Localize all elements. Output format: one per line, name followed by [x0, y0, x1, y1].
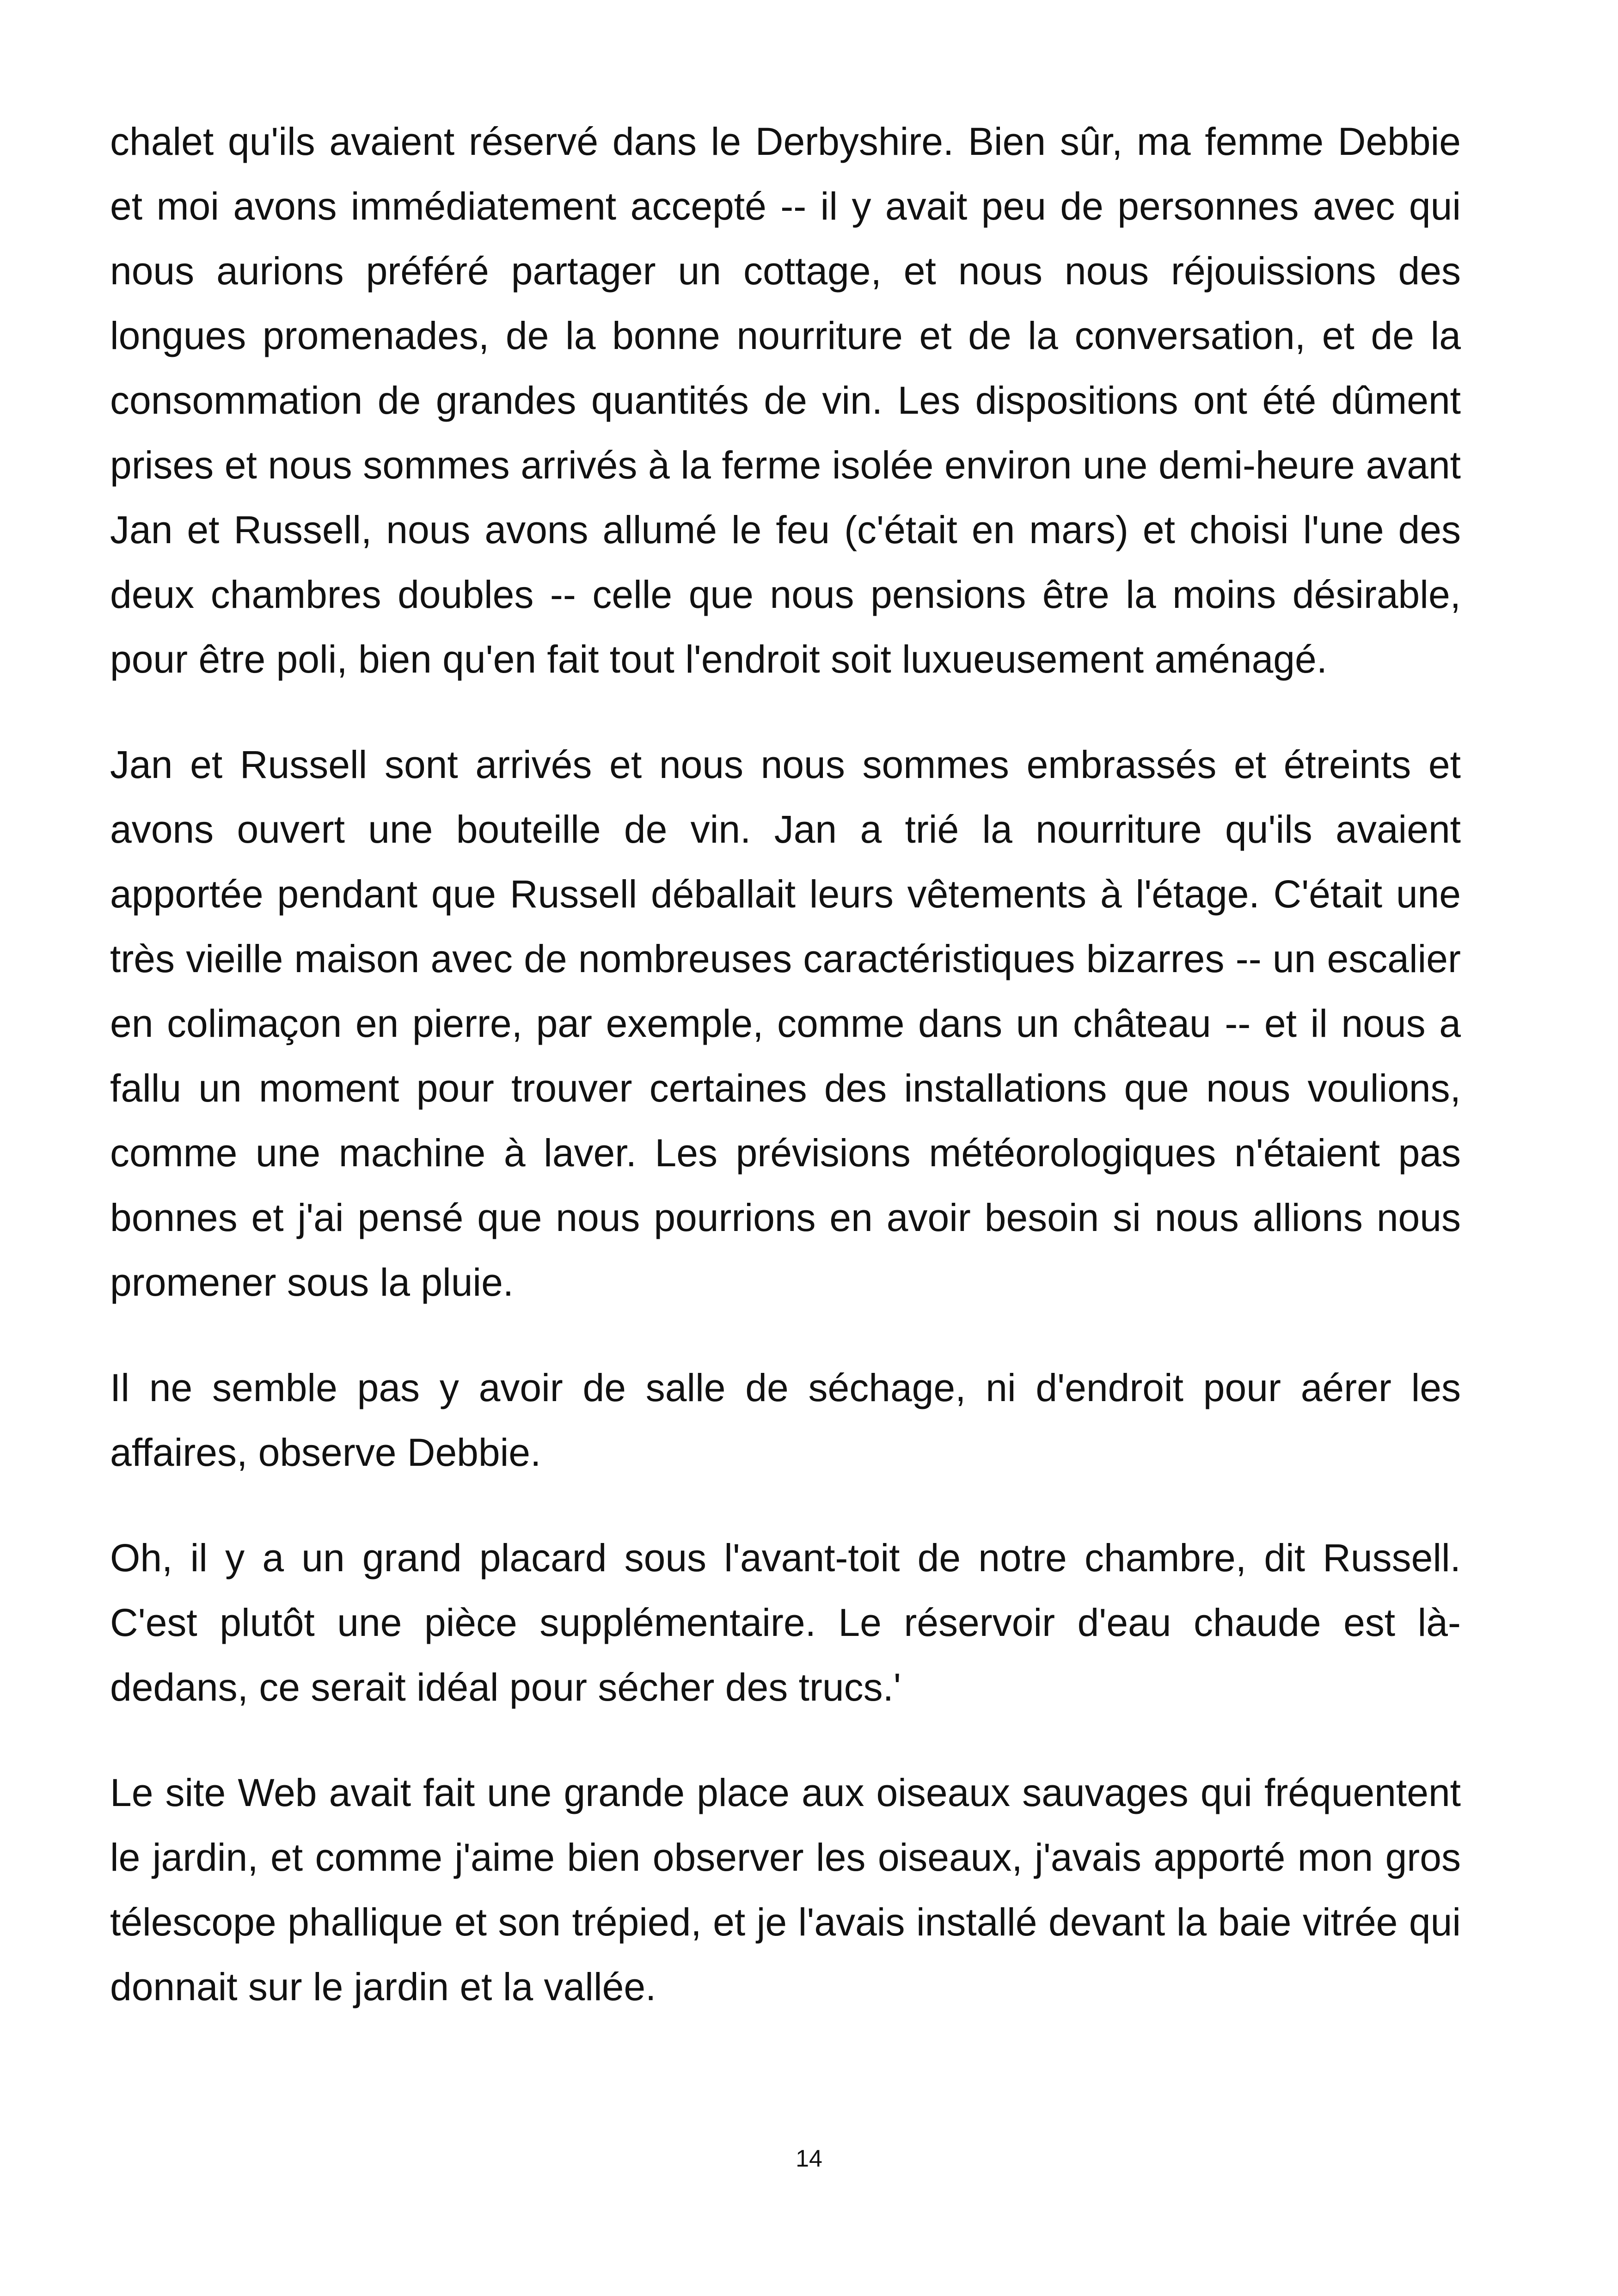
- paragraph-debbie: Il ne semble pas y avoir de salle de séchage, ni d'endroit pour aérer les affaires, observe Debbie.: [110, 1366, 1461, 1474]
- paragraph-arrival: Jan et Russell sont arrivés et nous nous sommes embrassés et étreints et avons ouvert une bouteille de vin. Jan a trié la nourriture qu'ils avaient apportée pendant que Russell déballait leurs vêtements à l'étage. C'était une très vieille maison avec de nombreuses caractéristiques bizarres -- un escalier en colimaçon en pierre, par exemple, comme dans un château -- et il nous a fallu un moment pour trouver certaines des installations que nous voulions, comme une machine à laver. Les prévisions météorologiques n'étaient pas bonnes et j'ai pensé que nous pourrions en avoir besoin si nous allions nous promener sous la pluie.: [110, 743, 1461, 1304]
- paragraph-telescope: Le site Web avait fait une grande place aux oiseaux sauvages qui fréquentent le jardin, et comme j'aime bien observer les oiseaux, j'avais apporté mon gros télescope phallique et son trépied, et je l'avais installé devant la baie vitrée qui donnait sur le jardin et la vallée.: [110, 1771, 1461, 2008]
- body-text: [110, 109, 1461, 2060]
- page-number: 14: [796, 2145, 822, 2172]
- paragraph-russell: Oh, il y a un grand placard sous l'avant-toit de notre chambre, dit Russell. C'est plutôt une pièce supplémentaire. Le réservoir d'eau chaude est là-dedans, ce serait idéal pour sécher des trucs.': [110, 1536, 1461, 1709]
- paragraph-chalet: chalet qu'ils avaient réservé dans le Derbyshire. Bien sûr, ma femme Debbie et moi avons immédiatement accepté -- il y avait peu de personnes avec qui nous aurions préféré partager un cottage, et nous nous réjouissions des longues promenades, de la bonne nourriture et de la conversation, et de la consommation de grandes quantités de vin. Les dispositions ont été dûment prises et nous sommes arrivés à la ferme isolée environ une demi-heure avant Jan et Russell, nous avons allumé le feu (c'était en mars) et choisi l'une des deux chambres doubles -- celle que nous pensions être la moins désirable, pour être poli, bien qu'en fait tout l'endroit soit luxueusement aménagé.: [110, 120, 1461, 681]
